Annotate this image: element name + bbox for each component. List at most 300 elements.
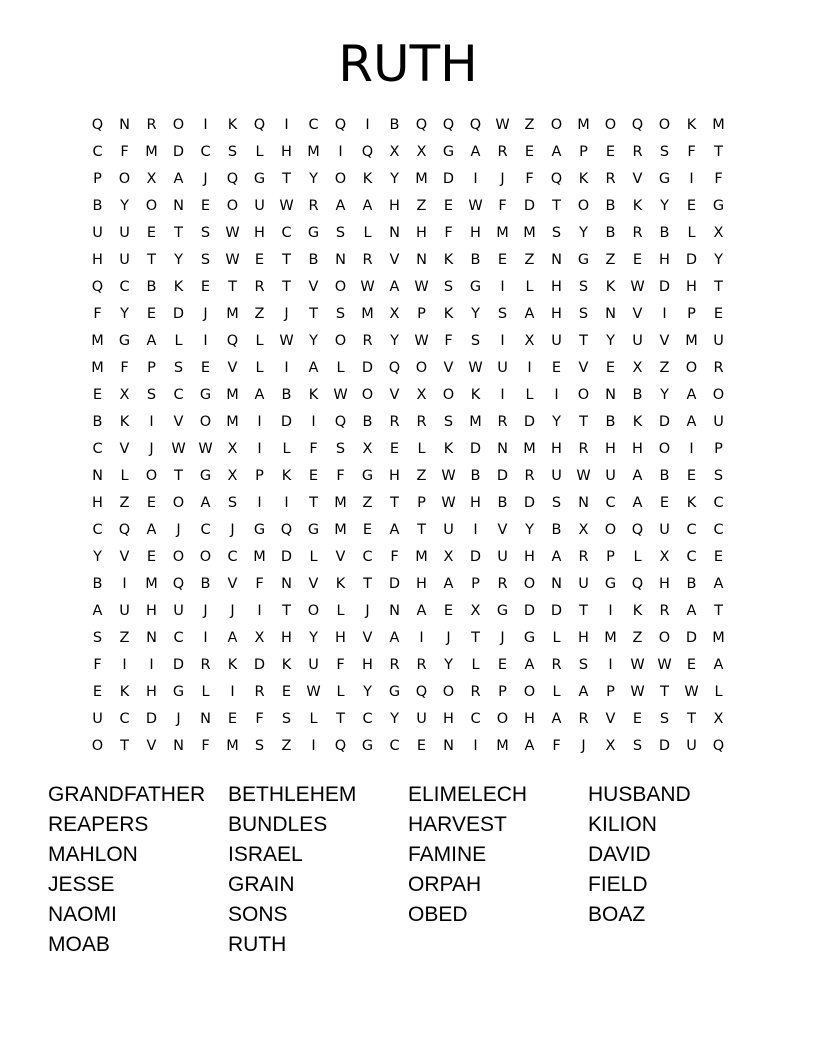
grid-letter[interactable]: O [442, 684, 455, 700]
grid-letter[interactable]: T [471, 630, 480, 646]
grid-letter[interactable]: I [419, 630, 424, 646]
grid-letter[interactable]: H [335, 630, 346, 646]
grid-letter[interactable]: M [523, 441, 536, 457]
grid-letter[interactable]: C [92, 441, 103, 457]
grid-letter[interactable]: C [119, 711, 130, 727]
grid-letter[interactable]: S [173, 360, 184, 376]
grid-letter[interactable]: O [334, 279, 347, 295]
grid-letter[interactable]: T [579, 603, 588, 619]
grid-letter[interactable]: A [335, 198, 346, 214]
grid-letter[interactable]: R [605, 171, 616, 187]
grid-letter[interactable]: R [389, 414, 400, 430]
grid-letter[interactable]: N [281, 576, 292, 592]
grid-letter[interactable]: U [497, 360, 508, 376]
grid-letter[interactable]: R [416, 657, 427, 673]
grid-letter[interactable]: C [470, 711, 481, 727]
grid-letter[interactable]: J [500, 630, 505, 646]
grid-letter[interactable]: B [659, 225, 670, 241]
grid-letter[interactable]: Z [362, 495, 373, 511]
grid-letter[interactable]: X [119, 387, 130, 403]
grid-letter[interactable]: N [92, 468, 103, 484]
grid-letter[interactable]: K [281, 657, 292, 673]
grid-letter[interactable]: K [443, 441, 454, 457]
grid-letter[interactable]: R [578, 441, 589, 457]
grid-letter[interactable]: Q [469, 117, 482, 133]
grid-letter[interactable]: A [524, 306, 535, 322]
grid-letter[interactable]: O [361, 387, 374, 403]
grid-letter[interactable]: O [658, 441, 671, 457]
grid-letter[interactable]: Q [334, 117, 347, 133]
grid-letter[interactable]: G [253, 171, 266, 187]
grid-letter[interactable]: W [495, 117, 510, 133]
grid-letter[interactable]: K [119, 414, 130, 430]
grid-letter[interactable]: V [227, 576, 238, 592]
grid-letter[interactable]: B [470, 468, 481, 484]
grid-letter[interactable]: M [523, 225, 536, 241]
grid-letter[interactable]: A [632, 495, 643, 511]
grid-letter[interactable]: N [497, 441, 508, 457]
grid-letter[interactable]: W [630, 657, 645, 673]
grid-letter[interactable]: A [632, 468, 643, 484]
grid-letter[interactable]: J [581, 738, 586, 754]
grid-letter[interactable]: V [335, 549, 346, 565]
grid-letter[interactable]: I [500, 387, 505, 403]
grid-letter[interactable]: R [389, 657, 400, 673]
grid-letter[interactable]: M [226, 414, 239, 430]
grid-letter[interactable]: S [659, 711, 670, 727]
grid-letter[interactable]: B [605, 414, 616, 430]
grid-letter[interactable]: W [360, 279, 375, 295]
grid-letter[interactable]: N [146, 630, 157, 646]
grid-letter[interactable]: B [686, 576, 697, 592]
grid-letter[interactable]: K [632, 198, 643, 214]
grid-letter[interactable]: D [280, 414, 293, 430]
grid-letter[interactable]: B [281, 387, 292, 403]
grid-letter[interactable]: X [389, 144, 400, 160]
grid-letter[interactable]: G [118, 333, 131, 349]
grid-letter[interactable]: K [578, 171, 589, 187]
grid-letter[interactable]: F [336, 468, 345, 484]
grid-letter[interactable]: P [606, 549, 615, 565]
grid-letter[interactable]: J [230, 603, 235, 619]
grid-letter[interactable]: S [146, 387, 157, 403]
grid-letter[interactable]: A [713, 576, 724, 592]
grid-letter[interactable]: H [281, 630, 292, 646]
grid-letter[interactable]: U [713, 414, 724, 430]
grid-letter[interactable]: H [470, 495, 481, 511]
grid-letter[interactable]: Q [118, 522, 131, 538]
grid-letter[interactable]: R [551, 657, 562, 673]
grid-letter[interactable]: V [389, 252, 400, 268]
grid-letter[interactable]: L [282, 441, 291, 457]
grid-letter[interactable]: W [684, 684, 699, 700]
grid-letter[interactable]: F [444, 333, 453, 349]
grid-letter[interactable]: D [145, 711, 158, 727]
grid-letter[interactable]: H [389, 468, 400, 484]
grid-letter[interactable]: T [120, 738, 129, 754]
grid-letter[interactable]: T [174, 225, 183, 241]
grid-letter[interactable]: I [284, 117, 289, 133]
grid-letter[interactable]: I [230, 684, 235, 700]
grid-letter[interactable]: Y [714, 252, 723, 268]
grid-letter[interactable]: S [227, 144, 238, 160]
grid-letter[interactable]: Q [415, 117, 428, 133]
grid-letter[interactable]: F [390, 549, 399, 565]
grid-letter[interactable]: J [500, 171, 505, 187]
grid-letter[interactable]: J [230, 522, 235, 538]
grid-letter[interactable]: G [577, 252, 590, 268]
grid-letter[interactable]: E [308, 468, 319, 484]
grid-letter[interactable]: O [145, 468, 158, 484]
grid-letter[interactable]: I [311, 738, 316, 754]
grid-letter[interactable]: V [308, 279, 319, 295]
grid-letter[interactable]: L [471, 657, 480, 673]
grid-letter[interactable]: R [497, 414, 508, 430]
grid-letter[interactable]: H [416, 576, 427, 592]
grid-letter[interactable]: A [92, 603, 103, 619]
grid-letter[interactable]: J [203, 306, 208, 322]
grid-letter[interactable]: H [551, 306, 562, 322]
grid-letter[interactable]: N [200, 711, 211, 727]
grid-letter[interactable]: W [279, 333, 294, 349]
grid-letter[interactable]: T [579, 333, 588, 349]
grid-letter[interactable]: J [176, 711, 181, 727]
grid-letter[interactable]: T [282, 171, 291, 187]
grid-letter[interactable]: R [578, 711, 589, 727]
grid-letter[interactable]: O [334, 171, 347, 187]
grid-letter[interactable]: Q [280, 522, 293, 538]
grid-letter[interactable]: O [685, 360, 698, 376]
grid-letter[interactable]: B [92, 576, 103, 592]
grid-letter[interactable]: P [714, 441, 723, 457]
grid-letter[interactable]: Y [552, 414, 561, 430]
grid-letter[interactable]: E [389, 441, 400, 457]
grid-letter[interactable]: D [280, 549, 293, 565]
grid-letter[interactable]: E [686, 468, 697, 484]
grid-letter[interactable]: M [496, 225, 509, 241]
grid-letter[interactable]: I [608, 657, 613, 673]
grid-letter[interactable]: R [659, 603, 670, 619]
grid-letter[interactable]: G [496, 603, 509, 619]
grid-letter[interactable]: X [713, 225, 724, 241]
grid-letter[interactable]: E [200, 360, 211, 376]
grid-letter[interactable]: E [92, 684, 103, 700]
grid-letter[interactable]: X [605, 738, 616, 754]
grid-letter[interactable]: X [227, 468, 238, 484]
grid-letter[interactable]: X [389, 306, 400, 322]
grid-letter[interactable]: G [199, 468, 212, 484]
grid-letter[interactable]: K [227, 117, 238, 133]
grid-letter[interactable]: L [525, 387, 534, 403]
grid-letter[interactable]: Y [471, 306, 480, 322]
grid-letter[interactable]: Q [253, 117, 266, 133]
grid-letter[interactable]: B [308, 252, 319, 268]
grid-letter[interactable]: W [576, 468, 591, 484]
grid-letter[interactable]: Y [363, 684, 372, 700]
grid-letter[interactable]: U [173, 603, 184, 619]
grid-letter[interactable]: F [93, 657, 102, 673]
grid-letter[interactable]: A [524, 738, 535, 754]
grid-letter[interactable]: A [551, 549, 562, 565]
grid-letter[interactable]: U [254, 198, 265, 214]
grid-letter[interactable]: I [500, 333, 505, 349]
grid-letter[interactable]: Q [550, 171, 563, 187]
grid-letter[interactable]: U [308, 657, 319, 673]
grid-letter[interactable]: T [552, 198, 561, 214]
grid-letter[interactable]: F [444, 225, 453, 241]
grid-letter[interactable]: R [578, 549, 589, 565]
grid-letter[interactable]: T [660, 684, 669, 700]
grid-letter[interactable]: A [146, 522, 157, 538]
grid-letter[interactable]: G [658, 171, 671, 187]
grid-letter[interactable]: I [473, 738, 478, 754]
grid-letter[interactable]: P [417, 495, 426, 511]
grid-letter[interactable]: T [714, 144, 723, 160]
grid-letter[interactable]: I [149, 657, 154, 673]
grid-letter[interactable]: U [686, 738, 697, 754]
grid-letter[interactable]: T [579, 414, 588, 430]
grid-letter[interactable]: M [226, 738, 239, 754]
grid-letter[interactable]: R [632, 144, 643, 160]
grid-letter[interactable]: L [714, 684, 723, 700]
grid-letter[interactable]: C [200, 144, 211, 160]
grid-letter[interactable]: B [659, 468, 670, 484]
grid-letter[interactable]: E [200, 279, 211, 295]
grid-letter[interactable]: C [686, 549, 697, 565]
grid-letter[interactable]: G [469, 279, 482, 295]
grid-letter[interactable]: W [441, 468, 456, 484]
grid-letter[interactable]: O [226, 198, 239, 214]
grid-letter[interactable]: S [254, 738, 265, 754]
grid-letter[interactable]: C [200, 522, 211, 538]
grid-letter[interactable]: C [605, 495, 616, 511]
grid-letter[interactable]: C [713, 495, 724, 511]
grid-letter[interactable]: K [686, 117, 697, 133]
grid-letter[interactable]: J [149, 441, 154, 457]
grid-letter[interactable]: E [605, 360, 616, 376]
grid-letter[interactable]: Q [415, 684, 428, 700]
grid-letter[interactable]: U [92, 711, 103, 727]
grid-letter[interactable]: A [686, 387, 697, 403]
grid-letter[interactable]: L [174, 333, 183, 349]
grid-letter[interactable]: Y [390, 171, 399, 187]
grid-letter[interactable]: M [226, 306, 239, 322]
grid-letter[interactable]: I [203, 333, 208, 349]
grid-letter[interactable]: H [659, 576, 670, 592]
grid-letter[interactable]: E [92, 387, 103, 403]
grid-letter[interactable]: B [605, 198, 616, 214]
grid-letter[interactable]: G [523, 630, 536, 646]
grid-letter[interactable]: D [523, 198, 536, 214]
grid-letter[interactable]: E [686, 657, 697, 673]
grid-letter[interactable]: P [417, 306, 426, 322]
grid-letter[interactable]: Z [524, 117, 535, 133]
grid-letter[interactable]: M [685, 333, 698, 349]
grid-letter[interactable]: T [687, 711, 696, 727]
grid-letter[interactable]: E [497, 657, 508, 673]
grid-letter[interactable]: F [552, 738, 561, 754]
grid-letter[interactable]: U [578, 576, 589, 592]
grid-letter[interactable]: O [307, 603, 320, 619]
grid-letter[interactable]: K [632, 603, 643, 619]
grid-letter[interactable]: S [632, 738, 643, 754]
grid-letter[interactable]: D [550, 603, 563, 619]
grid-letter[interactable]: O [550, 117, 563, 133]
grid-letter[interactable]: Y [390, 333, 399, 349]
grid-letter[interactable]: O [658, 117, 671, 133]
grid-letter[interactable]: O [172, 495, 185, 511]
grid-letter[interactable]: J [446, 630, 451, 646]
grid-letter[interactable]: I [284, 495, 289, 511]
grid-letter[interactable]: W [225, 225, 240, 241]
grid-letter[interactable]: A [551, 144, 562, 160]
grid-letter[interactable]: W [630, 684, 645, 700]
grid-letter[interactable]: O [523, 576, 536, 592]
grid-letter[interactable]: Y [93, 549, 102, 565]
grid-letter[interactable]: X [632, 360, 643, 376]
grid-letter[interactable]: T [417, 522, 426, 538]
grid-letter[interactable]: A [713, 657, 724, 673]
grid-letter[interactable]: V [578, 360, 589, 376]
grid-letter[interactable]: R [362, 333, 373, 349]
grid-letter[interactable]: M [91, 333, 104, 349]
grid-letter[interactable]: Q [631, 522, 644, 538]
grid-letter[interactable]: D [253, 657, 266, 673]
grid-letter[interactable]: L [336, 603, 345, 619]
grid-letter[interactable]: Y [309, 171, 318, 187]
grid-letter[interactable]: P [579, 144, 588, 160]
grid-letter[interactable]: N [551, 252, 562, 268]
grid-letter[interactable]: G [712, 198, 725, 214]
grid-letter[interactable]: G [172, 684, 185, 700]
grid-letter[interactable]: G [604, 576, 617, 592]
grid-letter[interactable]: D [172, 657, 185, 673]
grid-letter[interactable]: C [281, 225, 292, 241]
grid-letter[interactable]: Q [226, 333, 239, 349]
grid-letter[interactable]: I [203, 117, 208, 133]
grid-letter[interactable]: S [551, 225, 562, 241]
grid-letter[interactable]: O [604, 117, 617, 133]
grid-letter[interactable]: V [362, 630, 373, 646]
grid-letter[interactable]: Y [606, 333, 615, 349]
grid-letter[interactable]: A [389, 630, 400, 646]
grid-letter[interactable]: M [145, 576, 158, 592]
grid-letter[interactable]: E [659, 495, 670, 511]
grid-letter[interactable]: P [93, 171, 102, 187]
grid-letter[interactable]: Z [605, 252, 616, 268]
grid-letter[interactable]: S [497, 306, 508, 322]
grid-letter[interactable]: I [338, 144, 343, 160]
grid-letter[interactable]: P [687, 306, 696, 322]
grid-letter[interactable]: D [469, 549, 482, 565]
grid-letter[interactable]: U [119, 225, 130, 241]
grid-letter[interactable]: P [498, 684, 507, 700]
grid-letter[interactable]: O [604, 522, 617, 538]
grid-letter[interactable]: I [473, 522, 478, 538]
grid-letter[interactable]: U [416, 711, 427, 727]
grid-letter[interactable]: L [552, 630, 561, 646]
grid-letter[interactable]: E [497, 252, 508, 268]
grid-letter[interactable]: X [416, 387, 427, 403]
grid-letter[interactable]: A [686, 414, 697, 430]
grid-letter[interactable]: K [470, 387, 481, 403]
grid-letter[interactable]: H [551, 441, 562, 457]
grid-letter[interactable]: Q [172, 576, 185, 592]
grid-letter[interactable]: O [523, 684, 536, 700]
grid-letter[interactable]: M [577, 117, 590, 133]
grid-letter[interactable]: X [443, 549, 454, 565]
grid-letter[interactable]: M [91, 360, 104, 376]
grid-letter[interactable]: W [198, 441, 213, 457]
grid-letter[interactable]: K [443, 306, 454, 322]
grid-letter[interactable]: S [227, 495, 238, 511]
grid-letter[interactable]: O [172, 549, 185, 565]
grid-letter[interactable]: J [284, 306, 289, 322]
grid-letter[interactable]: R [362, 252, 373, 268]
grid-letter[interactable]: I [500, 279, 505, 295]
grid-letter[interactable]: D [658, 738, 671, 754]
grid-letter[interactable]: V [632, 306, 643, 322]
grid-letter[interactable]: W [279, 198, 294, 214]
grid-letter[interactable]: S [578, 306, 589, 322]
grid-letter[interactable]: O [199, 549, 212, 565]
grid-letter[interactable]: A [362, 198, 373, 214]
grid-letter[interactable]: D [469, 441, 482, 457]
grid-letter[interactable]: U [119, 603, 130, 619]
grid-letter[interactable]: K [119, 684, 130, 700]
grid-letter[interactable]: W [414, 279, 429, 295]
grid-letter[interactable]: O [91, 738, 104, 754]
grid-letter[interactable]: I [122, 657, 127, 673]
grid-letter[interactable]: E [605, 144, 616, 160]
grid-letter[interactable]: H [146, 684, 157, 700]
grid-letter[interactable]: K [308, 387, 319, 403]
grid-letter[interactable]: F [120, 360, 129, 376]
grid-letter[interactable]: C [173, 630, 184, 646]
grid-letter[interactable]: G [307, 522, 320, 538]
grid-letter[interactable]: H [254, 225, 265, 241]
grid-letter[interactable]: T [309, 495, 318, 511]
grid-letter[interactable]: D [442, 171, 455, 187]
grid-letter[interactable]: N [173, 198, 184, 214]
grid-letter[interactable]: F [336, 657, 345, 673]
grid-letter[interactable]: O [118, 171, 131, 187]
grid-letter[interactable]: I [608, 603, 613, 619]
grid-letter[interactable]: G [361, 738, 374, 754]
grid-letter[interactable]: T [174, 468, 183, 484]
grid-letter[interactable]: E [146, 225, 157, 241]
grid-letter[interactable]: E [146, 495, 157, 511]
grid-letter[interactable]: F [498, 198, 507, 214]
grid-letter[interactable]: A [308, 360, 319, 376]
grid-letter[interactable]: A [416, 603, 427, 619]
grid-letter[interactable]: I [257, 441, 262, 457]
grid-letter[interactable]: A [578, 684, 589, 700]
grid-letter[interactable]: L [309, 549, 318, 565]
grid-letter[interactable]: U [659, 522, 670, 538]
grid-letter[interactable]: A [686, 603, 697, 619]
grid-letter[interactable]: V [227, 360, 238, 376]
grid-letter[interactable]: F [93, 306, 102, 322]
grid-letter[interactable]: Y [120, 306, 129, 322]
grid-letter[interactable]: W [306, 684, 321, 700]
grid-letter[interactable]: T [714, 279, 723, 295]
grid-letter[interactable]: L [417, 441, 426, 457]
grid-letter[interactable]: S [92, 630, 103, 646]
grid-letter[interactable]: E [254, 252, 265, 268]
grid-letter[interactable]: G [442, 144, 455, 160]
grid-letter[interactable]: O [442, 387, 455, 403]
